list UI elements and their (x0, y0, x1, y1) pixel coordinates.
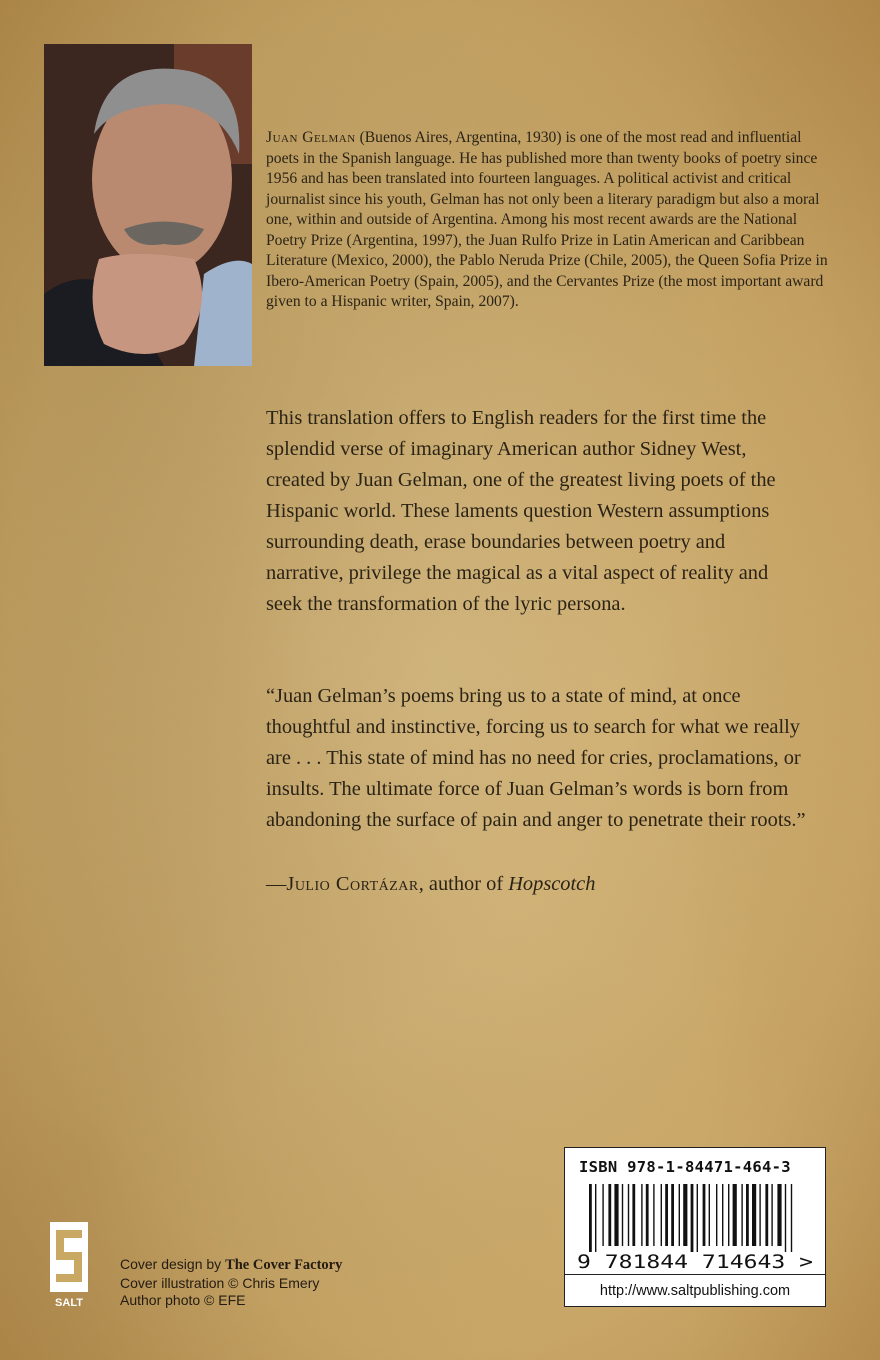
review-quote: “Juan Gelman’s poems bring us to a state of mind, at once thoughtful and instinctive, forcing us to search for what we really are . . . This state of mind has no need for cries, proclamations, or insults. The ultimate force of Juan Gelman’s words is born from abandoning the surface of pain and anger to penetrate their roots.” (266, 685, 806, 831)
author-bio (266, 128, 836, 313)
barcode-bar (602, 1184, 603, 1246)
design-credit-label: Cover design by (120, 1256, 226, 1272)
illustration-credit: Cover illustration © Chris Emery (120, 1274, 320, 1291)
barcode-bar (665, 1184, 668, 1246)
publisher-url: http://www.saltpublishing.com (565, 1274, 825, 1306)
isbn-label: ISBN 978-1-84471-464-3 (579, 1158, 791, 1176)
barcode-bar (709, 1184, 710, 1246)
attribution-work: Hopscotch (508, 873, 596, 895)
barcode-image (575, 1182, 815, 1272)
barcode-bar (785, 1184, 786, 1252)
salt-logo-text: SALT (55, 1297, 83, 1309)
attribution-name: Julio Cortázar (286, 873, 419, 895)
author-name: Juan Gelman (266, 129, 356, 146)
book-description: This translation offers to English readers for the first time the splendid verse of imaginary American author Sidney West, created by Juan Gelman, one of the greatest living poets of the Hispanic world. These laments question Western assumptions surrounding death, erase boundaries between poetry and narrative, privilege the magical as a vital aspect of reality and seek the transformation of the lyric persona. (266, 407, 776, 615)
barcode-bar (608, 1184, 611, 1246)
salt-publisher-logo (50, 1222, 88, 1310)
attribution-dash: — (266, 873, 287, 895)
barcode-bar (728, 1184, 729, 1246)
barcode-bar (759, 1184, 760, 1246)
barcode-bar (716, 1184, 717, 1246)
barcode-bar (777, 1184, 781, 1246)
barcode-digits: 9 781844 714643 > (577, 1251, 813, 1272)
barcode-bar (646, 1184, 649, 1246)
design-credit-name: The Cover Factory (225, 1257, 343, 1273)
barcode-bar (691, 1184, 694, 1252)
barcode-bar (661, 1184, 662, 1246)
barcode-bar (595, 1184, 596, 1252)
cover-credits (120, 1256, 342, 1310)
barcode-bar (722, 1184, 723, 1246)
barcode-bar (632, 1184, 635, 1246)
quote-attribution (266, 869, 595, 900)
photo-credit: Author photo © EFE (120, 1292, 246, 1308)
barcode-panel (564, 1147, 826, 1307)
barcode-bar (653, 1184, 654, 1246)
barcode-bar (752, 1184, 756, 1246)
barcode-bar (589, 1184, 592, 1252)
author-photo (44, 44, 252, 366)
barcode-bar (703, 1184, 706, 1246)
barcode-bar (679, 1184, 680, 1246)
barcode-bar (614, 1184, 618, 1246)
barcode-bar (683, 1184, 687, 1246)
author-bio-text: (Buenos Aires, Argentina, 1930) is one of the most read and influential poets in the Spanish language. He has published more than twenty books of poetry since 1956 and has been translated into fourteen languages. A political activist and critical journalist since his youth, Gelman has not only been a literary paradigm but also a moral one, within and outside of Argentina. Among his most recent awards are the National Poetry Prize (Argentina, 1997), the Juan Rulfo Prize in Latin American and Caribbean Literature (Mexico, 2000), the Pablo Neruda Prize (Chile, 2005), the Queen Sofia Prize in Ibero-American Poetry (Spain, 2005), and the Cervantes Prize (the most important award given to a Hispanic writer, Spain, 2007). (266, 129, 828, 310)
barcode-bar (771, 1184, 772, 1246)
barcode-bar (671, 1184, 674, 1246)
barcode-bar (746, 1184, 749, 1246)
barcode-bar (733, 1184, 737, 1246)
barcode-bar (622, 1184, 623, 1246)
barcode-bar (741, 1184, 742, 1246)
barcode-bar (697, 1184, 698, 1252)
barcode-bar (765, 1184, 768, 1246)
barcode-bar (641, 1184, 642, 1246)
barcode-bar (628, 1184, 629, 1246)
barcode-bar (791, 1184, 792, 1252)
design-credit (120, 1256, 342, 1275)
attribution-suffix: , author of (418, 873, 509, 895)
